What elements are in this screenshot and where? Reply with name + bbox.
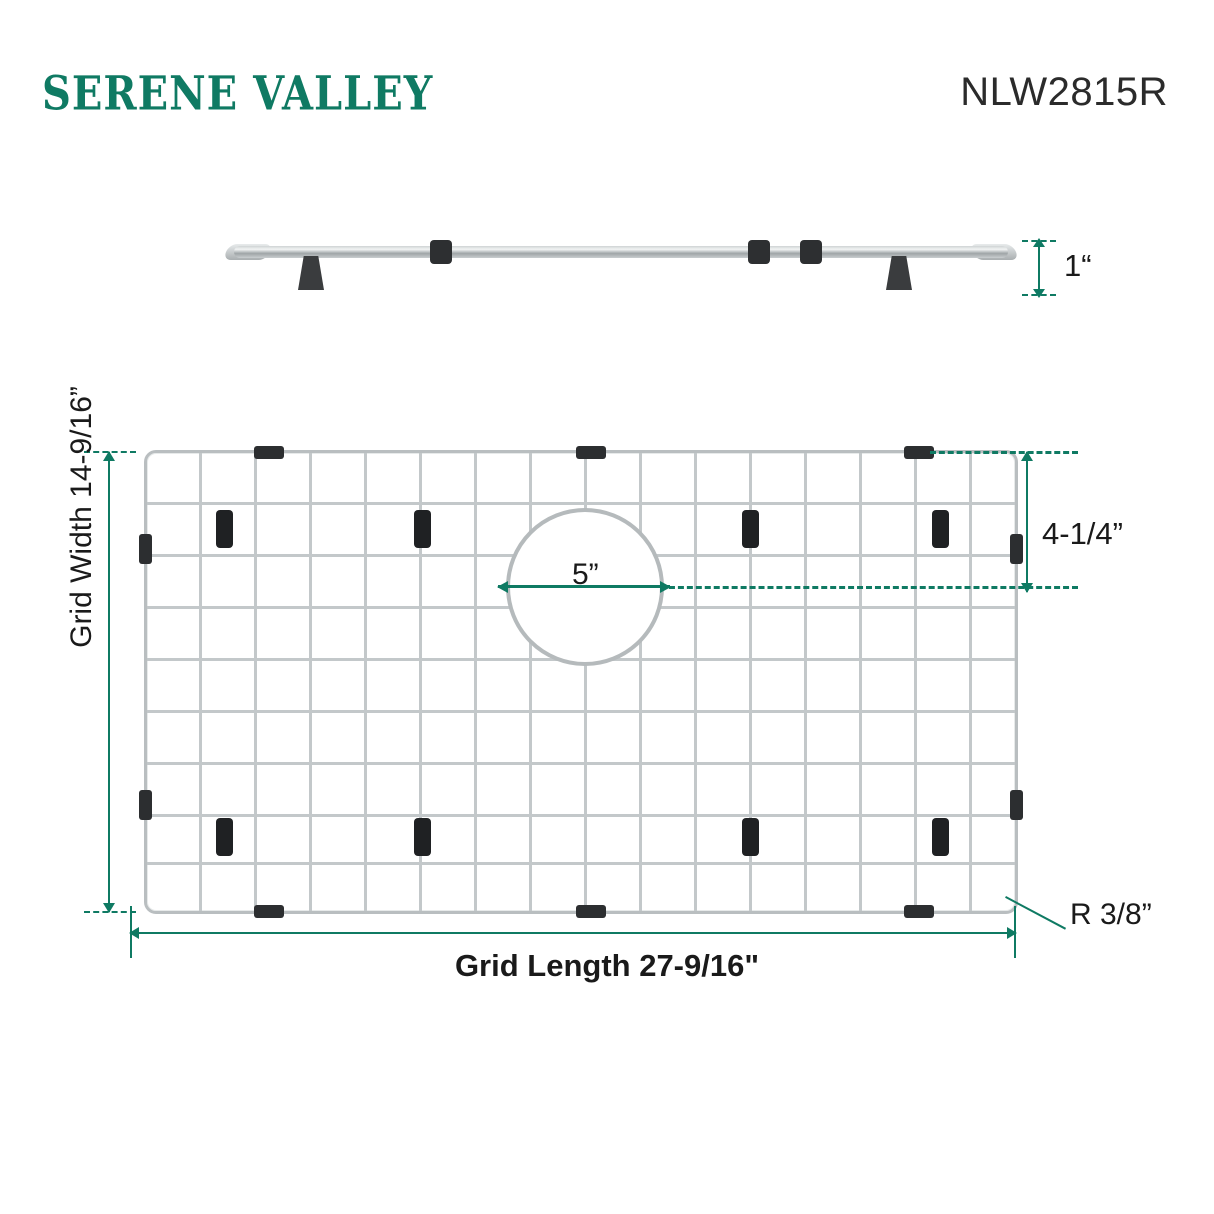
offset-arrow-down-icon <box>1021 583 1033 593</box>
grid-foot <box>932 818 949 856</box>
grid-wire-horizontal <box>147 710 1015 713</box>
brand-logo: SERENE VALLEY <box>42 66 434 122</box>
grid-wire-vertical <box>529 453 532 911</box>
drain-arrow-left-icon <box>497 581 508 593</box>
drain-offset-dimension-line <box>1026 452 1028 592</box>
grid-pad-right <box>1010 534 1023 564</box>
grid-pad-bottom <box>904 905 934 918</box>
grid-wire-horizontal <box>147 502 1015 505</box>
drain-centerline <box>660 586 1078 589</box>
height-dimension-label: 1“ <box>1064 248 1092 283</box>
drain-offset-ext-line-top <box>930 451 1078 454</box>
drain-arrow-right-icon <box>660 581 671 593</box>
side-foot-2 <box>886 256 912 290</box>
grid-top-view <box>144 450 1018 914</box>
offset-arrow-up-icon <box>1021 451 1033 461</box>
grid-wire-vertical <box>199 453 202 911</box>
model-number: NLW2815R <box>960 70 1168 114</box>
grid-wire-horizontal <box>147 862 1015 865</box>
grid-wire-vertical <box>474 453 477 911</box>
grid-wire-vertical <box>859 453 862 911</box>
grid-wire-vertical <box>694 453 697 911</box>
grid-pad-left <box>139 534 152 564</box>
width-arrow-down-icon <box>103 903 115 913</box>
grid-wire-vertical <box>364 453 367 911</box>
grid-pad-top <box>254 446 284 459</box>
grid-foot <box>742 818 759 856</box>
width-arrow-up-icon <box>103 451 115 461</box>
grid-wire-vertical <box>254 453 257 911</box>
height-dimension <box>1022 236 1142 300</box>
length-arrow-left-icon <box>129 927 139 939</box>
grid-foot <box>932 510 949 548</box>
side-foot-1 <box>298 256 324 290</box>
grid-wire-vertical <box>639 453 642 911</box>
grid-wire-vertical <box>309 453 312 911</box>
corner-radius-leader <box>1006 896 1070 932</box>
grid-wire-vertical <box>804 453 807 911</box>
height-arrow-up-icon <box>1033 238 1045 247</box>
grid-width-dimension-line <box>108 452 110 912</box>
grid-wire-horizontal <box>147 814 1015 817</box>
height-arrow-down-icon <box>1033 289 1045 298</box>
grid-wire-horizontal <box>147 762 1015 765</box>
grid-wire-vertical <box>584 453 587 509</box>
side-bumper-3 <box>800 240 822 264</box>
grid-foot <box>216 818 233 856</box>
drain-offset-label: 4-1/4” <box>1042 516 1123 551</box>
grid-width-label: Grid Width 14-9/16” <box>65 386 98 648</box>
grid-wire-vertical <box>584 664 587 911</box>
grid-length-label: Grid Length 27-9/16" <box>454 948 760 983</box>
corner-radius-label: R 3/8” <box>1070 898 1152 931</box>
grid-pad-top <box>576 446 606 459</box>
grid-pad-bottom <box>254 905 284 918</box>
grid-foot <box>414 510 431 548</box>
side-bumper-2 <box>748 240 770 264</box>
side-profile-view <box>226 232 1016 302</box>
grid-pad-left <box>139 790 152 820</box>
side-bumper-1 <box>430 240 452 264</box>
grid-foot <box>216 510 233 548</box>
grid-foot <box>742 510 759 548</box>
grid-wire-vertical <box>969 453 972 911</box>
grid-pad-right <box>1010 790 1023 820</box>
grid-foot <box>414 818 431 856</box>
grid-wire-vertical <box>914 453 917 911</box>
grid-pad-bottom <box>576 905 606 918</box>
drain-diameter-label: 5” <box>572 558 599 591</box>
grid-length-dimension-line <box>130 932 1016 934</box>
corner-radius-leader-line <box>1005 896 1066 930</box>
height-dimension-line <box>1038 240 1040 296</box>
